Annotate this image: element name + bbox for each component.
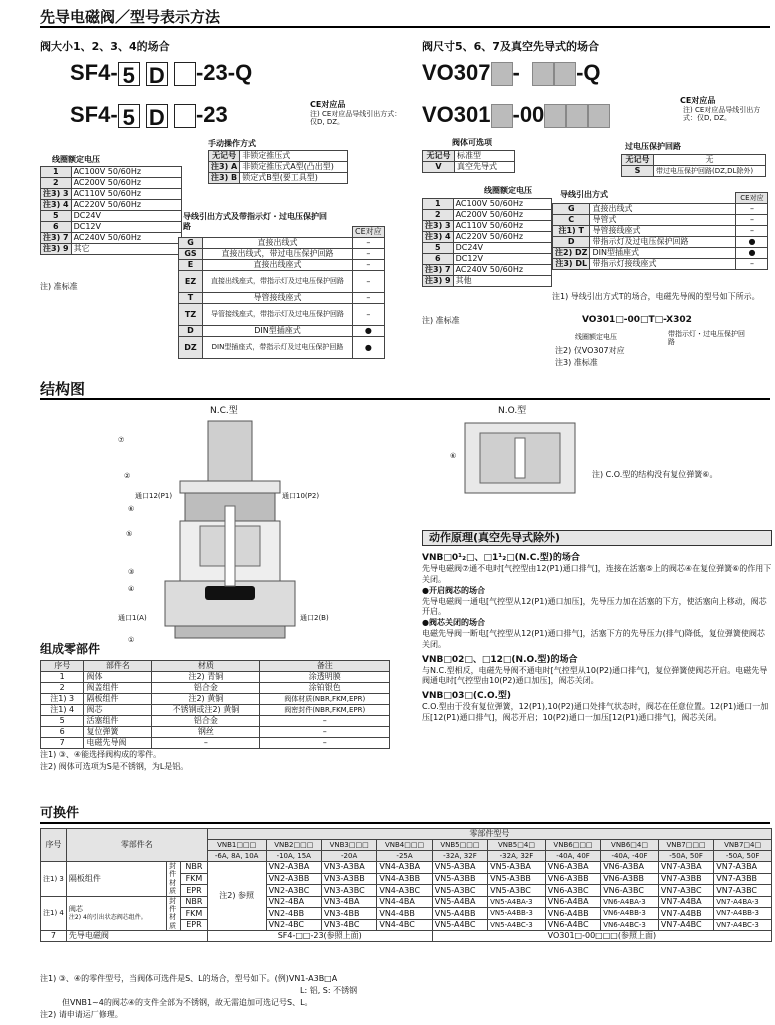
nc-structure-drawing bbox=[120, 416, 340, 646]
principle-s2-text: 与N.C.型相反，电磁先导阀不通电时[气控型从10(P2)通口排气]，复位弹簧使阀芯开启。电磁先导阀通电时[气控型由10(P2)通口加压]，阀芯关闭。 bbox=[422, 665, 768, 686]
principle-s1-close: ●阀芯关闭的场合 bbox=[422, 618, 485, 628]
principle-s1-title: VNB□0¹₂□、□1¹₂□(N.C.型)的场合 bbox=[422, 553, 580, 563]
surge-table: 无记号 无 S 带过电压保护回路(DZ,DL除外) bbox=[621, 154, 766, 177]
right-note1-code: VO301□-00□T□-X302 bbox=[582, 315, 692, 325]
right-coil-note: 注) 准标准 bbox=[422, 316, 460, 325]
right-note1: 注1) 导线引出方式T的场合，电磁先导阀的型号如下所示。 bbox=[552, 292, 760, 301]
nc-num-5: ⑤ bbox=[126, 530, 133, 538]
manual-title: 手动操作方式 bbox=[208, 139, 256, 148]
port1-label: 通口1(A) bbox=[118, 614, 147, 622]
body-title: 阀体可选项 bbox=[452, 138, 492, 147]
left-ce-title: CE对应品 bbox=[310, 100, 346, 109]
parts-note1: 注1) ③、④能选择阀构成的零件。 bbox=[40, 750, 162, 759]
spares-table: 序号 零部件名 零部件型号 VNB1□□□ VNB2□□□ VNB3□□□ VNB4□□□ VNB5□□□ VNB5□4□ VNB6□□□ VNB6□4□ VNB7□□□ VNB7□4□ -6A, 8A, 10A -10A, 15A -20A -25A -32A, 32F -32A, 32F -40A, 40F -40A, -40F -50A, 50F -50A, 50F 注1) 3 隔板组件 封件材质 NBR 注2) 参照 VN2-A3BA VN3-A3BA VN4-A3BA VN5-A3BA VN5-A3BA VN6-A3BA VN6-A3BA VN7-A3BA VN7-A3BA FKM VN2-A3BB VN3-A3BB VN4-A3BB VN5-A3BB VN5-A3BB VN6-A3BB VN6-A3BB VN7-A3BB VN7-A3BB EPR VN2-A3BC VN3-A3BC VN4-A3BC VN5-A3BC VN5-A3BC VN6-A3BC VN6-A3BC VN7-A3BC VN7-A3BC 注1) 4 阀芯 注2) 4的引出状态阀芯组件。 封件材质 NBR VN2-4BA VN3-4BA VN4-4BA VN5-A4BA VN5-A4BA-3 VN6-A4BA VN6-A4BA-3 VN7-A4BA VN7-A4BA-3 FKM VN2-4BB VN3-4BB VN4-4BB VN5-A4BB VN5-A4BB-3 VN6-A4BB VN6-A4BB-3 VN7-A4BB VN7-A4BB-3 EPR VN2-4BC VN3-4BC VN4-4BC VN5-A4BC VN5-A4BC-3 VN6-A4BC VN6-A4BC-3 VN7-A4BC VN7-A4BC-3 7 先导电磁阀 SF4-□□-23(参照上面) VO301□-00□□□(参照上面) bbox=[40, 828, 772, 942]
principle-s2-title: VNB□02□、□12□(N.O.型)的场合 bbox=[422, 654, 578, 665]
right-lead-table: CE对应 G 直接出线式 – C 导管式 – 注1) T 导管接线座式 – D 带指示灯及过电压保护回路 ● 注2) DZ DIN型插座式 ● 注3) DL 带指示灯接线座式 – bbox=[552, 192, 768, 270]
nc-label: N.C.型 bbox=[210, 406, 238, 416]
left-lead-title: 导线引出方式及带指示灯・过电压保护回路 bbox=[183, 212, 327, 231]
left-lead-table: CE对应 G 直接出线式 – GS 直接出线式，带过电压保护回路 – E 直接出线座式 – EZ 直接出线座式，带指示灯及过电压保护回路 – T 导管接线座式 – TZ 导管接线座式，带指示灯及过电压保护回路 – D DIN型插座式 ● DZ DIN型插座式，带指示灯及过电压保护回路 ● bbox=[178, 226, 385, 359]
principle-title: 动作原理(真空先导式除外) bbox=[422, 530, 772, 546]
right-code-row1: VO307 - -Q bbox=[422, 60, 601, 85]
right-coil-title: 线圈额定电压 bbox=[484, 186, 532, 195]
left-code-row2: SF4- 5 D -23 bbox=[70, 102, 228, 131]
manual-table: 无记号 非锁定推压式 注3) A 非锁定推压式A型(凸出型) 注3) B 锁定式B型(要工具型) bbox=[208, 150, 348, 184]
parts-table: 序号 部件名 材质 备注 1 阀体 注2) 青铜 涂透明膜 2 阀盖组件 铝合金 涂铂银色 注1) 3 隔板组件 注2) 黄铜 阀体材质(NBR,FKM,EPR) 注1) 4 阀芯 不锈钢或注2) 黄铜 阀密封件(NBR,FKM,EPR) 5 活塞组件 铝合金 – 6 复位弹簧 钢丝 – 7 电磁先导阀 – – bbox=[40, 660, 390, 749]
principle-s1-open: ●开启阀芯的场合 bbox=[422, 585, 485, 595]
nc-num-6: ⑥ bbox=[128, 505, 135, 513]
nc-num-4: ④ bbox=[128, 585, 135, 593]
left-ce-note: 注) CE对应品导线引出方式：仅D, DZ。 bbox=[310, 110, 402, 127]
left-coil-title: 线圈额定电压 bbox=[52, 155, 100, 164]
spares-note1-b: L: 铝, S: 不锈钢 bbox=[300, 986, 358, 995]
right-lead-title: 导线引出方式 bbox=[560, 190, 608, 199]
principle-s1-close-text: 电磁先导阀一断电[气控型从12(P1)通口排气]，活塞下方的先导压力(排气)降低，复位弹簧使阀芯关闭。 bbox=[422, 628, 765, 649]
nc-num-1: ① bbox=[128, 636, 135, 644]
structure-title: 结构图 bbox=[40, 380, 770, 400]
nc-num-2: ② bbox=[124, 472, 131, 480]
right-heading: 阀尺寸5、6、7及真空先导式的场合 bbox=[422, 40, 599, 53]
left-heading: 阀大小1、2、3、4的场合 bbox=[40, 40, 170, 53]
no-label: N.O.型 bbox=[498, 406, 527, 416]
right-code-row2: VO301 -00 bbox=[422, 102, 610, 128]
co-note: 注) C.O.型的结构没有复位弹簧⑥。 bbox=[592, 470, 718, 479]
parts-note2: 注2) 阀体可选项为S是不锈钢，为L是铝。 bbox=[40, 762, 189, 771]
principle-s3-text: C.O.型由于没有复位弹簧，12(P1),10(P2)通口处排气状态时，阀芯在任意位置。12(P1)通口一加压[12(P1)通口排气]，阀芯开启；10(P2)通口一加压[12(P1)通口排气]，阀芯关闭。 bbox=[422, 702, 769, 723]
right-ce-title: CE对应品 bbox=[680, 96, 716, 105]
parts-title: 组成零部件 bbox=[40, 642, 101, 656]
principle-s3-title: VNB□03□(C.O.型) bbox=[422, 691, 512, 702]
nc-num-7: ⑦ bbox=[118, 436, 125, 444]
port12-label: 通口12(P1) bbox=[135, 492, 173, 500]
right-ce-note: 注) CE对应品导线引出方式：仅D, DZ。 bbox=[683, 106, 761, 123]
spares-note1: 注1) ③、④的零件型号，当阀体可选件是S、L的场合，型号如下。(例)VN1-A3B□A bbox=[40, 974, 338, 983]
port2-label: 通口2(B) bbox=[300, 614, 329, 622]
port10-label: 通口10(P2) bbox=[282, 492, 320, 500]
spares-title: 可换件 bbox=[40, 806, 770, 824]
right-note1-a: 线圈额定电压 bbox=[575, 333, 617, 341]
spares-note1-c: 但VNB1~4的阀芯④的支件全部为不锈钢，故无需追加可选记号S、L。 bbox=[62, 998, 313, 1007]
principle-s1-open-text: 先导电磁阀一通电[气控型从12(P1)通口加压]，先导压力加在活塞的下方，使活塞向上移动，阀芯开启。 bbox=[422, 596, 767, 617]
left-code-row1: SF4- 5 D -23-Q bbox=[70, 60, 253, 89]
no-structure-drawing bbox=[460, 418, 580, 498]
right-coil-table: 1 AC100V 50/60Hz 2 AC200V 50/60Hz 注3) 3 AC110V 50/60Hz 注3) 4 AC220V 50/60Hz 5 DC24V 6 DC12V 注3) 7 AC240V 50/60Hz 注3) 9 其他 bbox=[422, 198, 552, 287]
right-note3: 注3) 准标准 bbox=[555, 358, 598, 367]
right-note1-b: 带指示灯・过电压保护回路 bbox=[668, 330, 745, 347]
surge-title: 过电压保护回路 bbox=[625, 142, 681, 151]
principle-s1-text: 先导电磁阀⑦通不电时[气控型由12(P1)通口排气]，连接在活塞⑤上的阀芯④在复位弹簧⑥的作用下关闭。 bbox=[422, 564, 772, 584]
nc-num-3: ③ bbox=[128, 568, 135, 576]
body-table: 无记号 标准型 V 真空先导式 bbox=[422, 150, 515, 173]
no-num-6: ⑥ bbox=[450, 452, 457, 460]
left-coil-note: 注) 准标准 bbox=[40, 282, 78, 291]
page-title: 先导电磁阀／型号表示方法 bbox=[40, 8, 770, 28]
right-note2: 注2) 仅VO307对应 bbox=[555, 346, 625, 355]
spares-note2: 注2) 请申请运厂修理。 bbox=[40, 1010, 123, 1019]
left-coil-table: 1 AC100V 50/60Hz 2 AC200V 50/60Hz 注3) 3 AC110V 50/60Hz 注3) 4 AC220V 50/60Hz 5 DC24V 6 DC12V 注3) 7 AC240V 50/60Hz 注3) 9 其它 bbox=[40, 166, 182, 255]
